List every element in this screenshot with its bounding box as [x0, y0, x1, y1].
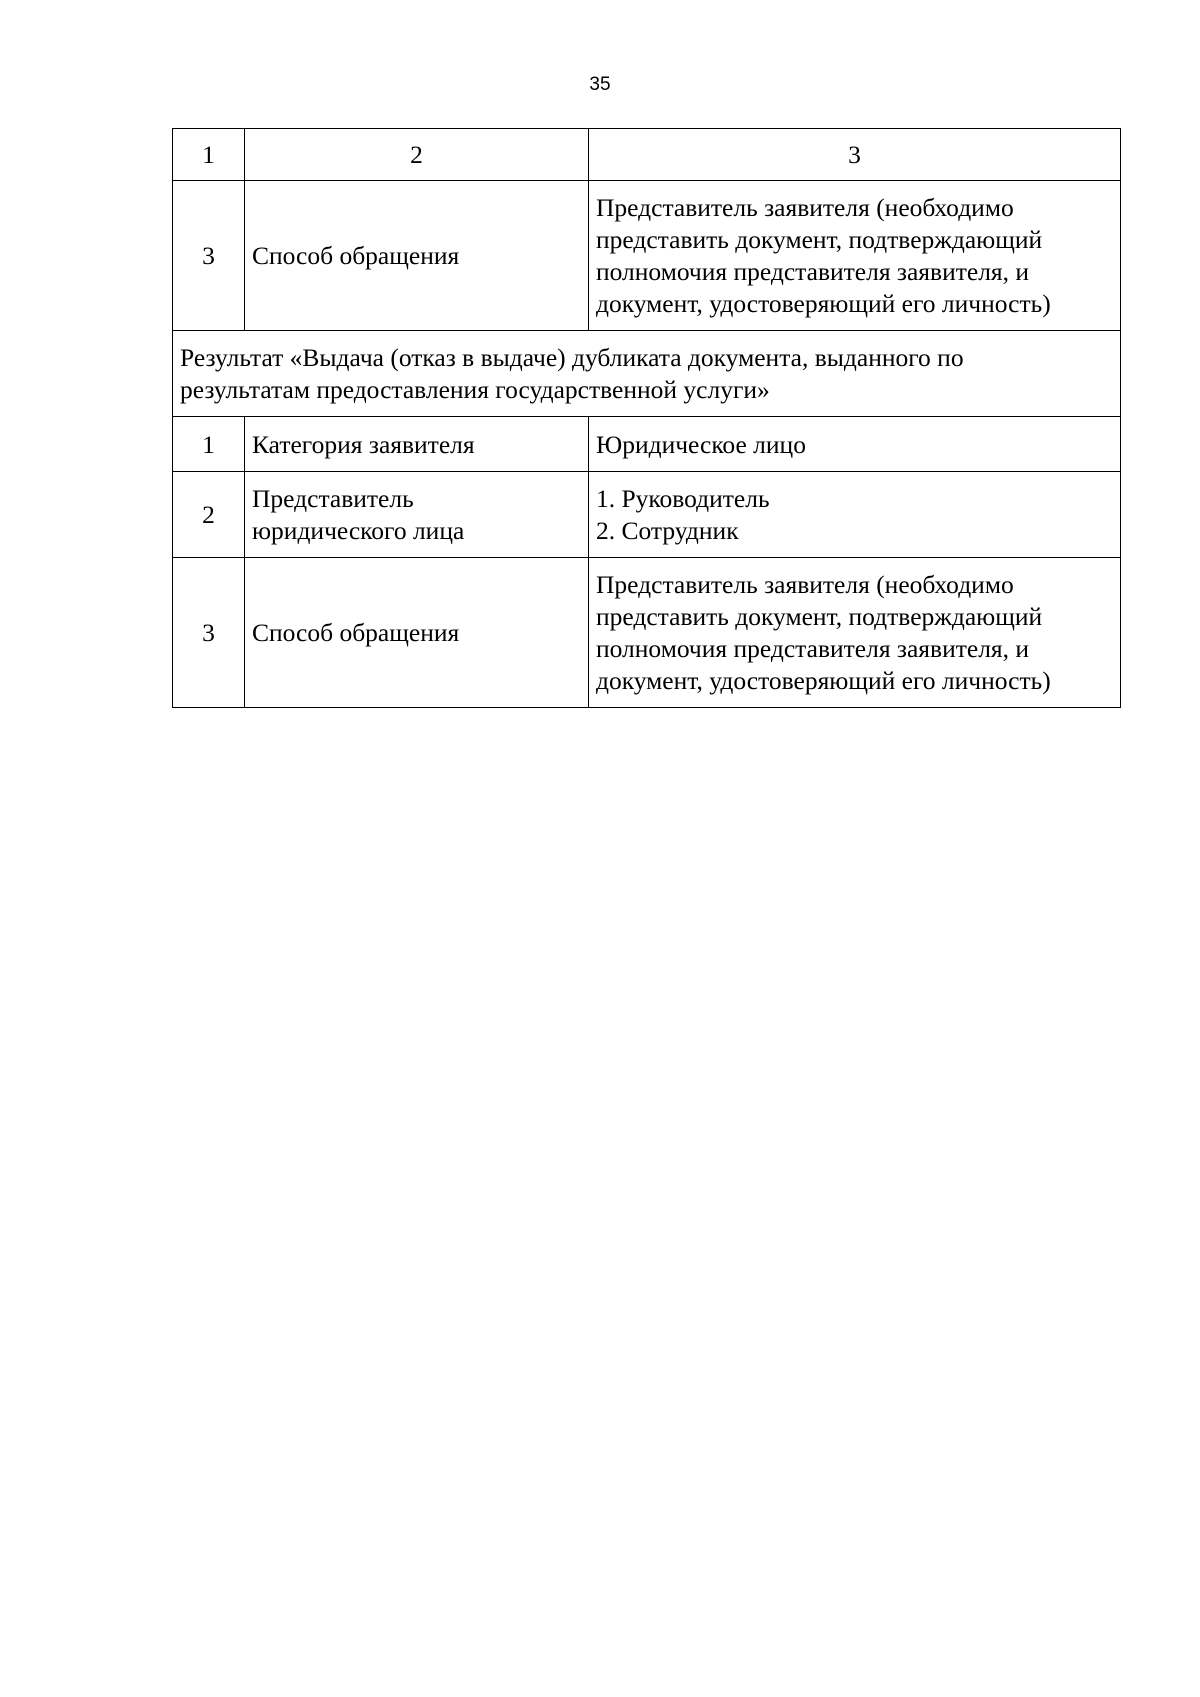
row-number: 3: [173, 181, 245, 331]
table-row: [173, 181, 1121, 331]
row-value: [589, 472, 1121, 558]
section-heading-row: [173, 331, 1121, 417]
row-value-line: представить документ, подтверждающий: [596, 602, 1043, 631]
row-value-line: Представитель заявителя (необходимо: [596, 193, 1014, 222]
row-number: 2: [173, 472, 245, 558]
table-row: [173, 558, 1121, 708]
row-value-line: полномочия представителя заявителя, и: [596, 257, 1030, 286]
row-value-line: документ, удостоверяющий его личность): [596, 666, 1051, 695]
header-cell-2: 2: [245, 129, 589, 181]
section-heading: [173, 331, 1121, 417]
header-cell-3: 3: [589, 129, 1121, 181]
row-number: 1: [173, 417, 245, 472]
row-value-line: 1. Руководитель: [596, 484, 770, 513]
row-value: Юридическое лицо: [589, 417, 1121, 472]
row-value-line: Представитель заявителя (необходимо: [596, 570, 1014, 599]
row-label: Категория заявителя: [245, 417, 589, 472]
section-heading-line: результатам предоставления государственной услуги»: [180, 375, 770, 404]
page-number: 35: [589, 74, 611, 95]
row-value-line: 2. Сотрудник: [596, 516, 739, 545]
row-number: 3: [173, 558, 245, 708]
row-value: [589, 558, 1121, 708]
row-label: [245, 472, 589, 558]
row-value-line: документ, удостоверяющий его личность): [596, 289, 1051, 318]
table-header-row: [173, 129, 1121, 181]
row-label: Способ обращения: [245, 558, 589, 708]
row-label-line: Представитель: [252, 484, 414, 513]
row-label-line: юридического лица: [252, 516, 465, 545]
header-cell-1: 1: [173, 129, 245, 181]
row-value: [589, 181, 1121, 331]
row-value-line: представить документ, подтверждающий: [596, 225, 1043, 254]
table-row: [173, 417, 1121, 472]
document-table: [172, 128, 1121, 708]
row-value-line: полномочия представителя заявителя, и: [596, 634, 1030, 663]
section-heading-line: Результат «Выдача (отказ в выдаче) дубликата документа, выданного по: [180, 343, 964, 372]
table-row: [173, 472, 1121, 558]
row-label: Способ обращения: [245, 181, 589, 331]
